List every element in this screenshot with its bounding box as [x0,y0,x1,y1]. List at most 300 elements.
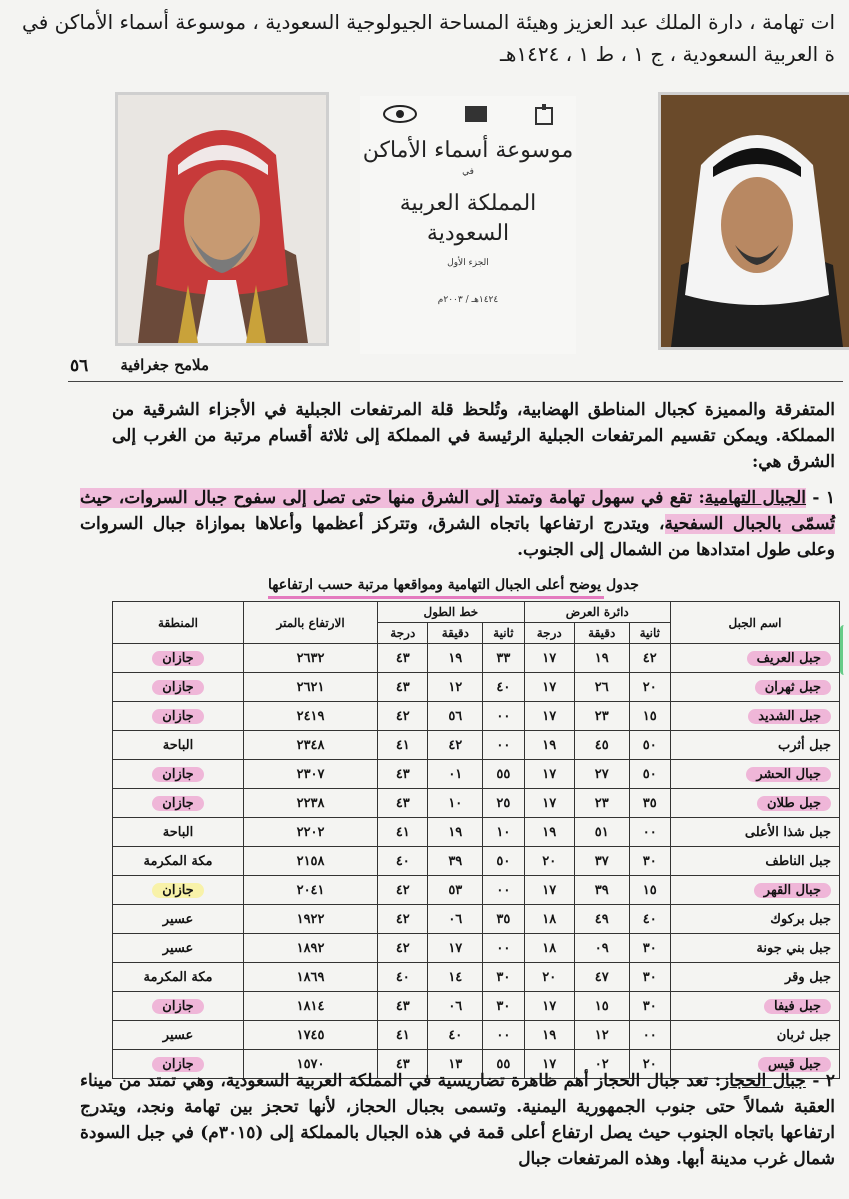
lat-deg-text: ١٩ [542,1027,557,1043]
region-text: جازان [152,796,203,811]
lat-deg-text: ١٧ [542,679,557,695]
lat-deg-cell [524,992,574,1021]
lon-sec-text: ٠٠ [496,940,511,956]
region-cell [113,1021,244,1050]
intro-paragraph: المتفرقة والمميزة كجبال المناطق الهضابية، وتُلحظ قلة المرتفعات الجبلية في الأجزاء الشرقية من المملكة. ويمكن تقسيم المرتفعات الجبلية الرئيسة في المملكة إلى ثلاثة أقسام مرتبة من الغرب إلى الشرق هي: [112,400,835,472]
lon-sec-cell [483,1021,524,1050]
mountain-name-cell [671,992,840,1021]
mountain-name-text: جبل فيفا [764,999,831,1014]
lat-sec-cell [629,963,670,992]
lat-min-cell [574,963,629,992]
lat-deg-text: ١٨ [542,911,557,927]
lon-sec-text: ٠٠ [496,737,511,753]
lat-min-text: ٣٧ [594,853,609,869]
elevation-cell [244,789,378,818]
lat-sec-cell [629,702,670,731]
lon-min-text: ٠١ [448,766,463,782]
lat-deg-text: ١٧ [542,795,557,811]
lat-deg-text: ١٧ [542,998,557,1014]
region-text: الباحة [162,737,194,753]
table-caption: جدول يوضح أعلى الجبال التهامية ومواقعها مرتبة حسب ارتفاعها [268,577,639,593]
lat-min-text: ٠٩ [594,940,609,956]
lon-sec-cell [483,992,524,1021]
elevation-text: ٢٦٢١ [296,679,325,695]
lat-deg-text: ١٧ [542,1056,557,1072]
mountain-name-text: جبال الحشر [746,767,831,782]
lat-min-cell [574,702,629,731]
lon-min-text: ١٧ [448,940,463,956]
lon-sec-text: ٢٥ [496,795,511,811]
lat-min-cell [574,818,629,847]
elevation-text: ٢٦٣٢ [296,650,325,666]
lat-sec-cell [629,731,670,760]
mountain-name-cell [671,789,840,818]
lat-deg-cell [524,934,574,963]
elevation-cell [244,905,378,934]
lat-sec-text: ٣٠ [642,853,657,869]
lon-deg-cell [378,1021,428,1050]
lat-deg-text: ١٩ [542,737,557,753]
lon-sec-text: ٣٣ [496,650,511,666]
lon-min-text: ٠٦ [448,998,463,1014]
section-1-heading: الجبال التهامية [704,488,807,508]
lat-sec-cell [629,847,670,876]
cover-title-in: في [462,167,474,177]
lon-min-cell [428,934,483,963]
region-text: جازان [152,767,203,782]
lat-min-text: ٢٣ [594,795,609,811]
section-2-paragraph [80,1068,835,1172]
book-logo-icon [461,102,491,126]
lon-min-cell [428,644,483,673]
cover-title-2: المملكة العربية السعودية [399,191,537,246]
lat-sec-text: ٥٠ [642,766,657,782]
lat-min-text: ١٢ [594,1027,609,1043]
lat-min-text: ٣٩ [594,882,609,898]
lat-sec-text: ٣٠ [642,940,657,956]
eye-logo-icon [380,102,420,126]
lon-sec-cell [483,731,524,760]
lon-sec-text: ١٠ [496,824,511,840]
region-cell [113,992,244,1021]
table-row [113,702,840,731]
portrait-right [658,92,849,350]
mountain-name-text: جبل الشديد [748,709,831,724]
col-header-longitude: خط الطول [378,602,524,623]
mountain-name-text: جبل أثرب [778,737,831,753]
region-cell [113,644,244,673]
cover-logos [360,102,576,126]
table-row [113,963,840,992]
elevation-cell [244,731,378,760]
lon-sec-text: ٣٠ [496,969,511,985]
mountain-name-text: جبال القهر [754,883,831,898]
lon-deg-text: ٤٣ [395,650,410,666]
region-text: الباحة [162,824,194,840]
table-row [113,818,840,847]
elevation-text: ١٨٩٢ [296,940,325,956]
section-1-text-b: ، ويتدرج ارتفاعها باتجاه الشرق، وتتركز أعظمها وأعلاها بموازاة جبال السروات وعلى طول امتدادها من الشمال إلى الجنوب. [80,514,835,560]
region-text: جازان [152,883,203,898]
col-header-lat-deg: درجة [524,623,574,644]
lat-min-cell [574,760,629,789]
lon-sec-cell [483,934,524,963]
lon-deg-cell [378,818,428,847]
lon-deg-cell [378,760,428,789]
lon-deg-text: ٤١ [395,824,410,840]
region-text: مكة المكرمة [143,853,213,869]
lat-deg-text: ١٧ [542,708,557,724]
mountain-name-cell [671,760,840,789]
lat-sec-text: ٠٠ [642,824,657,840]
lat-deg-cell [524,818,574,847]
mountain-name-cell [671,818,840,847]
lat-sec-cell [629,905,670,934]
lon-min-text: ١٢ [448,679,463,695]
elevation-text: ٢٢٠٢ [296,824,325,840]
elevation-cell [244,702,378,731]
lon-deg-text: ٤٢ [395,911,410,927]
top-citation-line-2: ة العربية السعودية ، ج ١ ، ط ١ ، ١٤٢٤هـ [499,42,835,66]
lat-min-cell [574,876,629,905]
lon-sec-cell [483,702,524,731]
region-text: مكة المكرمة [143,969,213,985]
lon-min-cell [428,789,483,818]
table-row [113,876,840,905]
mountain-name-cell [671,876,840,905]
table-row [113,905,840,934]
lon-min-cell [428,963,483,992]
table-row [113,731,840,760]
region-text: جازان [152,709,203,724]
lat-sec-text: ٤٠ [642,911,657,927]
lat-min-text: ١٩ [594,650,609,666]
lon-deg-text: ٤٠ [395,969,410,985]
lon-sec-cell [483,876,524,905]
col-header-lat-sec: ثانية [629,623,670,644]
section-1-number: ١ - [812,488,835,508]
region-text: عسير [162,1027,194,1043]
lat-sec-cell [629,876,670,905]
col-header-elevation: الارتفاع بالمتر [244,602,378,644]
lat-min-text: ٤٥ [594,737,609,753]
mountain-name-cell [671,847,840,876]
lat-sec-cell [629,992,670,1021]
region-text: عسير [162,911,194,927]
col-header-name: اسم الجبل [671,602,840,644]
cover-year: ١٤٢٤هـ / ٢٠٠٣م [437,295,499,305]
col-header-lon-deg: درجة [378,623,428,644]
table-row [113,847,840,876]
elevation-text: ٢٠٤١ [296,882,325,898]
lat-sec-cell [629,934,670,963]
lon-min-text: ٣٩ [448,853,463,869]
lat-deg-text: ١٩ [542,824,557,840]
elevation-text: ٢٤١٩ [296,708,325,724]
table-row [113,760,840,789]
col-header-region: المنطقة [113,602,244,644]
elevation-text: ٢١٥٨ [296,853,325,869]
lon-sec-text: ٠٠ [496,1027,511,1043]
region-cell [113,673,244,702]
lat-deg-text: ١٧ [542,650,557,666]
portrait-left [115,92,329,346]
lat-min-cell [574,847,629,876]
caption-highlight-underline [268,596,604,599]
region-text: جازان [152,680,203,695]
mountain-name-text: جبل العريف [747,651,831,666]
mountain-name-cell [671,673,840,702]
mountain-name-cell [671,905,840,934]
lon-deg-text: ٤٢ [395,708,410,724]
mountain-name-text: جبل الناطف [765,853,831,869]
lat-min-cell [574,992,629,1021]
lat-deg-cell [524,905,574,934]
lat-sec-text: ٣٠ [642,998,657,1014]
lon-min-cell [428,731,483,760]
lon-sec-cell [483,789,524,818]
lat-sec-text: ٥٠ [642,737,657,753]
lon-deg-text: ٤٢ [395,940,410,956]
mountain-name-text: جبل ثربان [776,1027,831,1043]
lat-deg-cell [524,673,574,702]
mountain-name-text: جبل بني جونة [756,940,831,956]
lat-min-cell [574,731,629,760]
lat-sec-cell [629,818,670,847]
lon-min-text: ١٤ [448,969,463,985]
lon-sec-cell [483,818,524,847]
lon-deg-text: ٤٣ [395,998,410,1014]
lat-min-text: ٠٢ [594,1056,609,1072]
lon-sec-cell [483,847,524,876]
lon-min-cell [428,818,483,847]
lon-min-text: ١٠ [448,795,463,811]
lat-sec-text: ٣٥ [642,795,657,811]
lon-deg-cell [378,789,428,818]
region-cell [113,847,244,876]
region-cell [113,963,244,992]
lon-min-cell [428,673,483,702]
region-cell [113,760,244,789]
lat-deg-text: ٢٠ [542,969,557,985]
lat-deg-text: ١٧ [542,882,557,898]
lat-min-cell [574,644,629,673]
lon-deg-text: ٤٣ [395,679,410,695]
col-header-lon-sec: ثانية [483,623,524,644]
lat-min-cell [574,1021,629,1050]
elevation-cell [244,876,378,905]
lat-min-cell [574,789,629,818]
lat-min-text: ٢٧ [594,766,609,782]
lon-deg-text: ٤٣ [395,1056,410,1072]
region-cell [113,876,244,905]
lon-min-text: ٤٢ [448,737,463,753]
lat-sec-text: ٤٢ [642,650,657,666]
header-divider [68,381,843,382]
col-header-lon-min: دقيقة [428,623,483,644]
elevation-cell [244,760,378,789]
lon-min-text: ٥٦ [448,708,463,724]
region-cell [113,702,244,731]
lat-deg-text: ١٧ [542,766,557,782]
region-cell [113,934,244,963]
lon-sec-text: ٥٥ [496,766,511,782]
encyclopedia-cover [360,96,576,354]
mountain-name-text: جبل طلان [757,796,831,811]
lon-min-text: ٤٠ [448,1027,463,1043]
lon-deg-text: ٤١ [395,1027,410,1043]
section-1-paragraph [80,485,835,563]
elevation-cell [244,934,378,963]
table-row [113,1021,840,1050]
region-text: جازان [152,999,203,1014]
mountains-table [112,601,840,1079]
page-header-title: ملامح جغرافية [120,356,209,374]
lon-min-cell [428,702,483,731]
mountain-name-cell [671,644,840,673]
lat-deg-cell [524,644,574,673]
region-cell [113,905,244,934]
lat-min-text: ٤٧ [594,969,609,985]
lon-sec-text: ٣٥ [496,911,511,927]
lon-min-text: ١٣ [448,1056,463,1072]
mountain-name-cell [671,934,840,963]
lat-deg-text: ١٨ [542,940,557,956]
lat-min-text: ٢٦ [594,679,609,695]
section-2-heading: جبال الحجاز [720,1071,806,1091]
lon-min-cell [428,1021,483,1050]
elevation-cell [244,847,378,876]
region-cell [113,789,244,818]
lat-sec-text: ٠٠ [642,1027,657,1043]
lon-sec-cell [483,905,524,934]
elevation-cell [244,1021,378,1050]
lat-min-text: ١٥ [594,998,609,1014]
elevation-cell [244,673,378,702]
table-row [113,673,840,702]
lat-deg-cell [524,876,574,905]
col-header-latitude: دائرة العرض [524,602,670,623]
elevation-text: ١٨٦٩ [296,969,325,985]
mountain-name-text: جبل قيس [758,1057,831,1072]
lon-min-cell [428,760,483,789]
lat-deg-cell [524,702,574,731]
lon-deg-cell [378,876,428,905]
lat-sec-text: ٢٠ [642,679,657,695]
top-citation-line-1: ات تهامة ، دارة الملك عبد العزيز وهيئة المساحة الجيولوجية السعودية ، موسوعة أسماء الأماكن في [22,10,835,34]
lon-deg-cell [378,644,428,673]
lat-sec-text: ٢٠ [642,1056,657,1072]
region-text: جازان [152,1057,203,1072]
lat-min-cell [574,905,629,934]
lon-deg-cell [378,847,428,876]
elevation-cell [244,818,378,847]
lon-sec-text: ٠٠ [496,708,511,724]
lon-sec-text: ٥٠ [496,853,511,869]
margin-marker [840,625,849,675]
mountain-name-cell [671,963,840,992]
lon-min-text: ٠٦ [448,911,463,927]
mountain-name-cell [671,1021,840,1050]
elevation-cell [244,963,378,992]
mountain-name-text: جبل شذا الأعلى [744,824,831,840]
lat-deg-cell [524,963,574,992]
lon-sec-cell [483,760,524,789]
mountain-name-cell [671,702,840,731]
lon-sec-text: ٥٥ [496,1056,511,1072]
mountain-name-text: جبل ثهران [755,680,831,695]
lon-sec-text: ٣٠ [496,998,511,1014]
lon-deg-cell [378,992,428,1021]
elevation-cell [244,644,378,673]
mountain-name-text: جبل بركوك [770,911,831,927]
lon-deg-cell [378,963,428,992]
lat-sec-text: ١٥ [642,882,657,898]
lat-deg-cell [524,731,574,760]
lat-sec-cell [629,673,670,702]
cover-title-1: موسوعة أسماء الأماكن [362,138,574,163]
section-2-text: : تعد جبال الحجاز أهم ظاهرة تضاريسية في المملكة العربية السعودية، وهي تمتد من ميناء العقبة شمالاً حتى جنوب الجمهورية اليمنية. وتسمى بجبال الحجاز، لأنها تحجز بين تهامة ونجد، ويتدرج ارتفاعها باتجاه الجنوب حيث يصل ارتفاع أعلى قمة في هذه الجبال بالمملكة إلى (٣٠١٥م) في جبل السودة شمال غرب مدينة أبها. وهذه المرتفعات جبال [80,1071,835,1169]
region-cell [113,731,244,760]
lat-min-cell [574,673,629,702]
lon-sec-cell [483,963,524,992]
elevation-text: ٢٣٤٨ [296,737,325,753]
lon-sec-text: ٠٠ [496,882,511,898]
lat-min-text: ٤٩ [594,911,609,927]
lat-sec-text: ٣٠ [642,969,657,985]
lon-deg-text: ٤١ [395,737,410,753]
lon-min-text: ١٩ [448,650,463,666]
section-2-number: ٢ - [812,1071,836,1091]
lon-min-cell [428,847,483,876]
elevation-text: ٢٢٣٨ [296,795,325,811]
page-number: ٥٦ [70,356,89,376]
lon-deg-text: ٤٢ [395,882,410,898]
elevation-text: ٢٣٠٧ [296,766,325,782]
elevation-text: ١٥٧٠ [296,1056,325,1072]
lon-deg-text: ٤٠ [395,853,410,869]
lon-sec-cell [483,673,524,702]
lat-deg-cell [524,760,574,789]
cover-part: الجزء الأول [447,258,489,268]
lon-deg-cell [378,702,428,731]
mountain-name-cell [671,731,840,760]
lon-sec-cell [483,644,524,673]
lon-min-cell [428,905,483,934]
lon-deg-text: ٤٣ [395,766,410,782]
elevation-text: ١٧٤٥ [296,1027,325,1043]
region-cell [113,818,244,847]
table-body [113,644,840,1079]
elevation-text: ١٨١٤ [296,998,325,1014]
elevation-text: ١٩٢٢ [296,911,325,927]
lat-min-text: ٥١ [594,824,609,840]
lat-min-cell [574,934,629,963]
lat-sec-cell [629,644,670,673]
lat-deg-cell [524,789,574,818]
lon-min-text: ٥٣ [448,882,463,898]
lon-deg-cell [378,731,428,760]
lat-deg-text: ٢٠ [542,853,557,869]
lat-min-text: ٢٣ [594,708,609,724]
lat-sec-cell [629,1021,670,1050]
section-1-text-a: : تقع في سهول تهامة وتمتد إلى الشرق منها حتى تصل إلى سفوح جبال السروات، حيث تُسمّى بالجبال السفحية [80,488,836,534]
table-row [113,934,840,963]
table-row [113,789,840,818]
mountain-name-text: جبل وقر [785,969,831,985]
lat-deg-cell [524,847,574,876]
region-text: جازان [152,651,203,666]
